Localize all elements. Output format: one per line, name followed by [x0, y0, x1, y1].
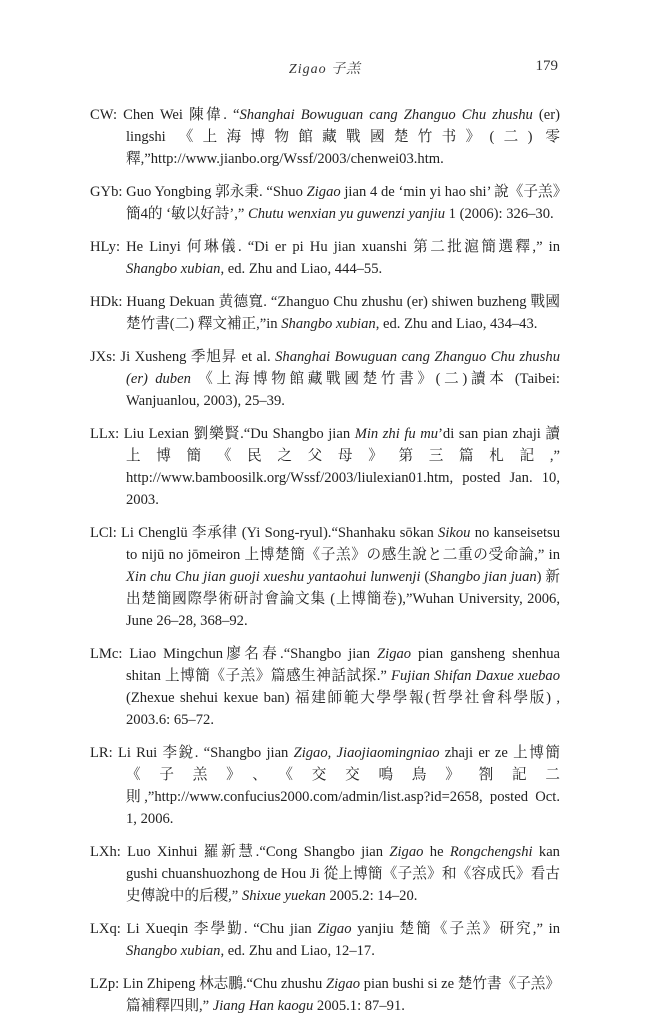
- entry-italic-text: Zigao: [377, 646, 412, 662]
- entry-text: jian 4 de ‘min yi hao shi’ 說《子羔》簡4的 ‘敏以好詩’,”: [126, 184, 561, 222]
- running-title: Zigao 子羔: [288, 62, 362, 77]
- entry-text: no kanseisetsu to nijū no jōmeiron 上博楚簡《子羔》の感生說と二重の受命論,” in: [126, 525, 560, 563]
- entry-text: he: [423, 844, 450, 860]
- entry-abbreviation: LZp:: [90, 976, 120, 992]
- entry-italic-text: Zigao: [317, 921, 352, 937]
- entry-text: 2005.1: 87–91.: [313, 998, 405, 1014]
- entry-abbreviation: HDk:: [90, 294, 123, 310]
- entry-abbreviation: LR:: [90, 745, 113, 761]
- entry-text: (: [420, 569, 430, 585]
- entry-italic-text: Zigao: [389, 844, 424, 860]
- bibliography-entry: [90, 291, 560, 335]
- entry-text: 《上海博物館藏戰國楚竹書》(二)讀本 (Taibei: Wanjuanlou, 2003), 25–39.: [126, 371, 560, 409]
- entry-abbreviation: LMc:: [90, 646, 123, 662]
- entry-text: ,: [327, 745, 337, 761]
- entry-text: Li Rui 李銳. “Shangbo jian: [117, 745, 294, 761]
- entry-text: kan gushi chuanshuozhong de Hou Ji 從上博簡《子羔》和《容成氏》看古史傳說中的后稷,”: [126, 844, 560, 904]
- entry-abbreviation: LCl:: [90, 525, 117, 541]
- entry-text: ’di san pian zhaji 讀上博簡《民之父母》第三篇札記,” http://www.bamboosilk.org/Wssf/2003/liulexian01.htm, posted Jan. 10, 2003.: [126, 426, 561, 508]
- entry-italic-text: Zigao: [293, 745, 328, 761]
- entry-italic-text: Shanghai Bowuguan cang Zhanguo Chu zhushu: [239, 107, 533, 123]
- entry-italic-text: Fujian Shifan Daxue xuebao: [391, 668, 560, 684]
- entry-abbreviation: JXs:: [90, 349, 116, 365]
- bibliography-list: [90, 104, 560, 1028]
- entry-text: Guo Yongbing 郭永秉. “Shuo: [126, 184, 307, 200]
- entry-abbreviation: CW:: [90, 107, 118, 123]
- entry-text: Liu Lexian 劉樂賢.“Du Shangbo jian: [123, 426, 355, 442]
- entry-abbreviation: LXq:: [90, 921, 121, 937]
- bibliography-entry: [90, 742, 560, 830]
- entry-text: Luo Xinhui 羅新慧.“Cong Shangbo jian: [127, 844, 390, 860]
- entry-italic-text: Chutu wenxian yu guwenzi yanjiu: [248, 206, 446, 222]
- entry-text: Lin Zhipeng 林志鵬.“Chu zhushu: [122, 976, 326, 992]
- entry-text: ) 新出楚簡國際學術研討會論文集 (上博簡卷),”Wuhan University, 2006, June 26–28, 368–92.: [126, 569, 560, 629]
- entry-italic-text: Min zhi fu mu: [354, 426, 439, 442]
- entry-text: (er) lingshi 《上海博物館藏戰國楚竹书》(二) 零釋,”http://www.jianbo.org/Wssf/2003/chenwei03.htm.: [126, 107, 560, 167]
- entry-italic-text: Zigao: [306, 184, 341, 200]
- entry-italic-text: Shanghai Bowuguan cang Zhanguo Chu zhushu (er) duben: [126, 349, 560, 387]
- entry-text: Liao Mingchun廖名春.“Shangbo jian: [129, 646, 378, 662]
- entry-text: Li Chenglü 李承律 (Yi Song-ryul).“Shanhaku sōkan: [121, 525, 439, 541]
- bibliography-entry: [90, 841, 560, 907]
- entry-italic-text: Shangbo xubian: [281, 316, 376, 332]
- bibliography-entry: [90, 918, 560, 962]
- entry-abbreviation: LLx:: [90, 426, 120, 442]
- entry-text: 2005.2: 14–20.: [325, 888, 418, 904]
- bibliography-entry: [90, 643, 560, 731]
- bibliography-entry: [90, 423, 560, 511]
- page-number: 179: [535, 58, 558, 74]
- entry-text: pian bushi si ze 楚竹書《子羔》篇補釋四則,”: [126, 976, 561, 1014]
- entry-text: (Zhexue shehui kexue ban) 福建師範大學學報(哲學社會科學版) , 2003.6: 65–72.: [126, 690, 560, 728]
- bibliography-entry: [90, 522, 560, 632]
- bibliography-entry: [90, 181, 560, 225]
- entry-italic-text: Sikou: [438, 525, 471, 541]
- entry-italic-text: Jiaojiaomingniao: [336, 745, 440, 761]
- entry-text: , ed. Zhu and Liao, 444–55.: [220, 261, 383, 277]
- entry-text: , ed. Zhu and Liao, 12–17.: [220, 943, 375, 959]
- entry-text: zhaji er ze 上博簡《子羔》、《交交鳴鳥》劄記二則,”http://www.confucius2000.com/admin/list.asp?id=2658, posted Oct. 1, 2006.: [126, 745, 561, 827]
- entry-text: He Linyi 何琳儀. “Di er pi Hu jian xuanshi 第二批滬簡選釋,” in: [126, 239, 560, 255]
- entry-text: Huang Dekuan 黄德寬. “Zhanguo Chu zhushu (er) shiwen buzheng 戰國楚竹書(二) 釋文補正,”in: [126, 294, 560, 332]
- entry-italic-text: Shangbo xubian: [126, 943, 221, 959]
- entry-italic-text: Shangbo jian juan: [429, 569, 537, 585]
- entry-text: , ed. Zhu and Liao, 434–43.: [375, 316, 538, 332]
- entry-text: yanjiu 楚簡《子羔》研究,” in: [351, 921, 560, 937]
- entry-italic-text: Zigao: [326, 976, 361, 992]
- entry-italic-text: Rongchengshi: [449, 844, 533, 860]
- bibliography-entry: [90, 236, 560, 280]
- entry-italic-text: Xin chu Chu jian guoji xueshu yantaohui lunwenji: [126, 569, 421, 585]
- entry-text: Li Xueqin 李學勤. “Chu jian: [126, 921, 318, 937]
- bibliography-entry: [90, 973, 560, 1017]
- entry-text: pian gansheng shenhua shitan 上博簡《子羔》篇感生神話試探.”: [126, 646, 560, 684]
- entry-text: Chen Wei 陳偉. “: [123, 107, 240, 123]
- entry-abbreviation: GYb:: [90, 184, 123, 200]
- bibliography-entry: [90, 104, 560, 170]
- entry-abbreviation: HLy:: [90, 239, 120, 255]
- bibliography-entry: [90, 346, 560, 412]
- entry-abbreviation: LXh:: [90, 844, 121, 860]
- entry-text: Ji Xusheng 季旭昇 et al.: [120, 349, 276, 365]
- entry-text: 1 (2006): 326–30.: [445, 206, 554, 222]
- entry-italic-text: Shixue yuekan: [241, 888, 326, 904]
- entry-italic-text: Shangbo xubian: [126, 261, 221, 277]
- entry-italic-text: Jiang Han kaogu: [212, 998, 314, 1014]
